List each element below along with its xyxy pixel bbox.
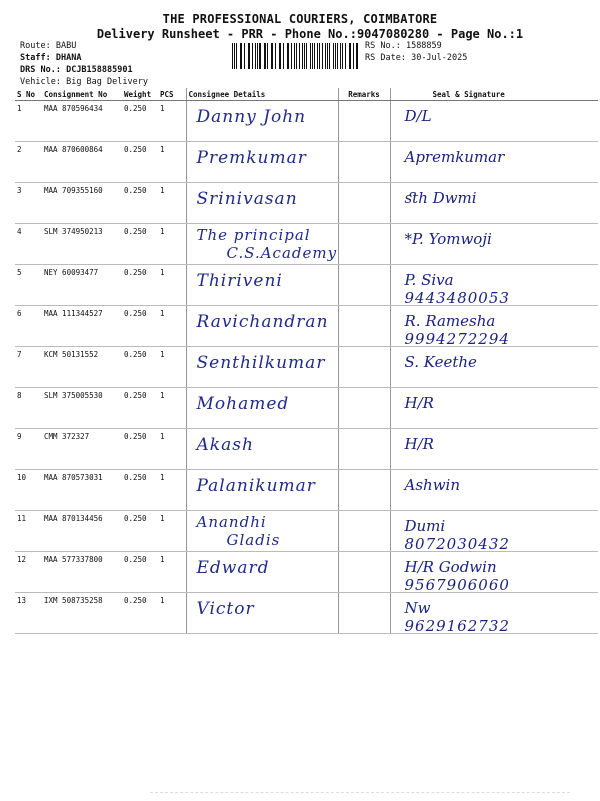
cell-pcs: 1	[158, 429, 186, 470]
cell-weight: 0.250	[122, 552, 158, 593]
cell-consignment: NEY 60093477	[42, 265, 122, 306]
cell-remarks	[338, 224, 390, 265]
cell-sno: 5	[15, 265, 42, 306]
handwritten-consignee: Senthilkumar	[196, 353, 326, 373]
handwritten-consignee: Ravichandran	[196, 312, 329, 332]
cell-consignee	[186, 306, 338, 347]
cell-consignment: IXM 508735258	[42, 593, 122, 634]
table-row	[15, 429, 598, 470]
cell-pcs: 1	[158, 552, 186, 593]
cell-consignee	[186, 511, 338, 552]
handwritten-consignee: Palanikumar	[196, 476, 316, 496]
handwritten-consignee: Akash	[196, 435, 254, 455]
handwritten-signature: H/R	[404, 394, 434, 412]
table-row	[15, 306, 598, 347]
table-row	[15, 552, 598, 593]
cell-signature	[390, 183, 598, 224]
cell-remarks	[338, 306, 390, 347]
handwritten-consignee: Thiriveni	[196, 271, 283, 291]
table-row	[15, 470, 598, 511]
cell-remarks	[338, 429, 390, 470]
cell-consignee	[186, 388, 338, 429]
table-row	[15, 183, 598, 224]
cell-signature	[390, 429, 598, 470]
delivery-table	[15, 88, 598, 634]
cell-consignee	[186, 265, 338, 306]
cell-signature	[390, 347, 598, 388]
handwritten-signature: H/R	[404, 435, 434, 453]
cell-sno: 4	[15, 224, 42, 265]
cell-weight: 0.250	[122, 224, 158, 265]
staff-line: Staff: DHANA	[20, 53, 82, 63]
cell-sno: 6	[15, 306, 42, 347]
cell-remarks	[338, 142, 390, 183]
cell-pcs: 1	[158, 347, 186, 388]
company-title: THE PROFESSIONAL COURIERS, COIMBATORE	[162, 12, 438, 26]
cell-remarks	[338, 388, 390, 429]
cell-weight: 0.250	[122, 388, 158, 429]
cell-weight: 0.250	[122, 511, 158, 552]
cell-signature	[390, 306, 598, 347]
handwritten-signature: D/L	[404, 107, 432, 125]
cell-remarks	[338, 101, 390, 142]
cell-consignee	[186, 224, 338, 265]
cell-remarks	[338, 593, 390, 634]
route-line: Route: BABU	[20, 41, 77, 51]
table-header-row	[15, 88, 598, 101]
runsheet-meta-left	[20, 40, 148, 88]
handwritten-signature: Dumi 8072030432	[404, 517, 510, 553]
handwritten-signature: R. Ramesha 9994272294	[404, 312, 510, 348]
drs-value: DCJB158885901	[66, 65, 133, 75]
cell-pcs: 1	[158, 183, 186, 224]
cell-weight: 0.250	[122, 142, 158, 183]
cell-sno: 1	[15, 101, 42, 142]
runsheet-subtitle: Delivery Runsheet - PRR - Phone No.:9047080280 - Page No.:1	[96, 27, 524, 41]
cell-remarks	[338, 347, 390, 388]
cell-consignee	[186, 470, 338, 511]
cell-consignment: MAA 870596434	[42, 101, 122, 142]
cell-weight: 0.250	[122, 265, 158, 306]
handwritten-signature: S. Keethe	[404, 353, 477, 371]
handwritten-consignee: Anandhi Gladis	[196, 513, 281, 549]
cell-remarks	[338, 265, 390, 306]
col-header-remarks: Remarks	[338, 88, 390, 101]
table-row	[15, 511, 598, 552]
handwritten-consignee: Edward	[196, 558, 270, 578]
cell-signature	[390, 593, 598, 634]
cell-weight: 0.250	[122, 593, 158, 634]
cell-weight: 0.250	[122, 347, 158, 388]
cell-pcs: 1	[158, 265, 186, 306]
handwritten-signature: ﬆh Dwmi	[404, 189, 477, 207]
cell-signature	[390, 142, 598, 183]
cell-consignee	[186, 429, 338, 470]
handwritten-signature: Nw 9629162732	[404, 599, 510, 635]
cell-consignment: MAA 870134456	[42, 511, 122, 552]
cell-remarks	[338, 470, 390, 511]
cell-sno: 3	[15, 183, 42, 224]
vehicle-value: Big Bag Delivery	[66, 77, 148, 87]
cell-consignee	[186, 101, 338, 142]
table-row	[15, 142, 598, 183]
rs-date-line: RS Date: 30-Jul-2025	[365, 53, 468, 63]
cell-consignment: SLM 375005530	[42, 388, 122, 429]
handwritten-signature: Apremkumar	[404, 148, 505, 166]
cell-consignee	[186, 183, 338, 224]
drs-line: DRS No.: DCJB158885901	[20, 65, 133, 75]
handwritten-consignee: Mohamed	[196, 394, 290, 414]
cell-weight: 0.250	[122, 183, 158, 224]
handwritten-consignee: The principal C.S.Academy	[196, 226, 338, 262]
cell-consignment: MAA 870600864	[42, 142, 122, 183]
rs-no-line: RS No.: 1588859	[365, 41, 442, 51]
col-header-pcs: PCS	[158, 88, 186, 101]
cell-pcs: 1	[158, 224, 186, 265]
cell-sno: 10	[15, 470, 42, 511]
cell-pcs: 1	[158, 306, 186, 347]
cell-weight: 0.250	[122, 101, 158, 142]
handwritten-signature: H/R Godwin 9567906060	[404, 558, 510, 594]
col-header-consignee: Consignee Details	[186, 88, 338, 101]
cell-sno: 7	[15, 347, 42, 388]
route-value: BABU	[55, 41, 77, 51]
handwritten-consignee: Danny John	[196, 107, 307, 127]
cell-signature	[390, 552, 598, 593]
vehicle-line: Vehicle: Big Bag Delivery	[20, 77, 148, 87]
cell-sno: 9	[15, 429, 42, 470]
handwritten-signature: P. Siva 9443480053	[404, 271, 510, 307]
cell-consignee	[186, 347, 338, 388]
table-row	[15, 388, 598, 429]
cell-signature	[390, 265, 598, 306]
staff-value: DHANA	[55, 53, 82, 63]
table-row	[15, 593, 598, 634]
rs-no-value: 1588859	[405, 41, 442, 51]
cell-weight: 0.250	[122, 306, 158, 347]
barcode-image	[232, 43, 360, 69]
col-header-sno: S No	[15, 88, 42, 101]
cell-consignment: MAA 709355160	[42, 183, 122, 224]
handwritten-consignee: Premkumar	[196, 148, 307, 168]
cell-signature	[390, 224, 598, 265]
table-row	[15, 347, 598, 388]
table-row	[15, 101, 598, 142]
cell-sno: 11	[15, 511, 42, 552]
cell-remarks	[338, 511, 390, 552]
cell-consignment: CMM 372327	[42, 429, 122, 470]
cell-consignment: MAA 870573031	[42, 470, 122, 511]
cell-pcs: 1	[158, 101, 186, 142]
handwritten-signature: *P. Yomwoji	[404, 230, 492, 248]
cell-signature	[390, 470, 598, 511]
cell-pcs: 1	[158, 142, 186, 183]
col-header-weight: Weight	[122, 88, 158, 101]
cell-pcs: 1	[158, 593, 186, 634]
rs-date-value: 30-Jul-2025	[411, 53, 468, 63]
cell-consignee	[186, 552, 338, 593]
cell-sno: 12	[15, 552, 42, 593]
handwritten-consignee: Victor	[196, 599, 255, 619]
cell-signature	[390, 511, 598, 552]
cell-remarks	[338, 552, 390, 593]
col-header-signature: Seal & Signature	[390, 88, 598, 101]
cell-consignee	[186, 142, 338, 183]
cell-sno: 8	[15, 388, 42, 429]
table-row	[15, 224, 598, 265]
table-row	[15, 265, 598, 306]
cell-weight: 0.250	[122, 429, 158, 470]
cell-consignment: SLM 374950213	[42, 224, 122, 265]
col-header-consignment: Consignment No	[42, 88, 122, 101]
cell-remarks	[338, 183, 390, 224]
cell-sno: 2	[15, 142, 42, 183]
cell-pcs: 1	[158, 511, 186, 552]
cell-weight: 0.250	[122, 470, 158, 511]
cell-pcs: 1	[158, 388, 186, 429]
handwritten-consignee: Srinivasan	[196, 189, 298, 209]
cell-consignment: MAA 577337800	[42, 552, 122, 593]
cell-signature	[390, 388, 598, 429]
cell-consignee	[186, 593, 338, 634]
cell-consignment: KCM 50131552	[42, 347, 122, 388]
cell-consignment: MAA 111344527	[42, 306, 122, 347]
cell-signature	[390, 101, 598, 142]
handwritten-signature: Ashwin	[404, 476, 460, 494]
cell-sno: 13	[15, 593, 42, 634]
runsheet-meta-right	[365, 40, 467, 64]
cell-pcs: 1	[158, 470, 186, 511]
